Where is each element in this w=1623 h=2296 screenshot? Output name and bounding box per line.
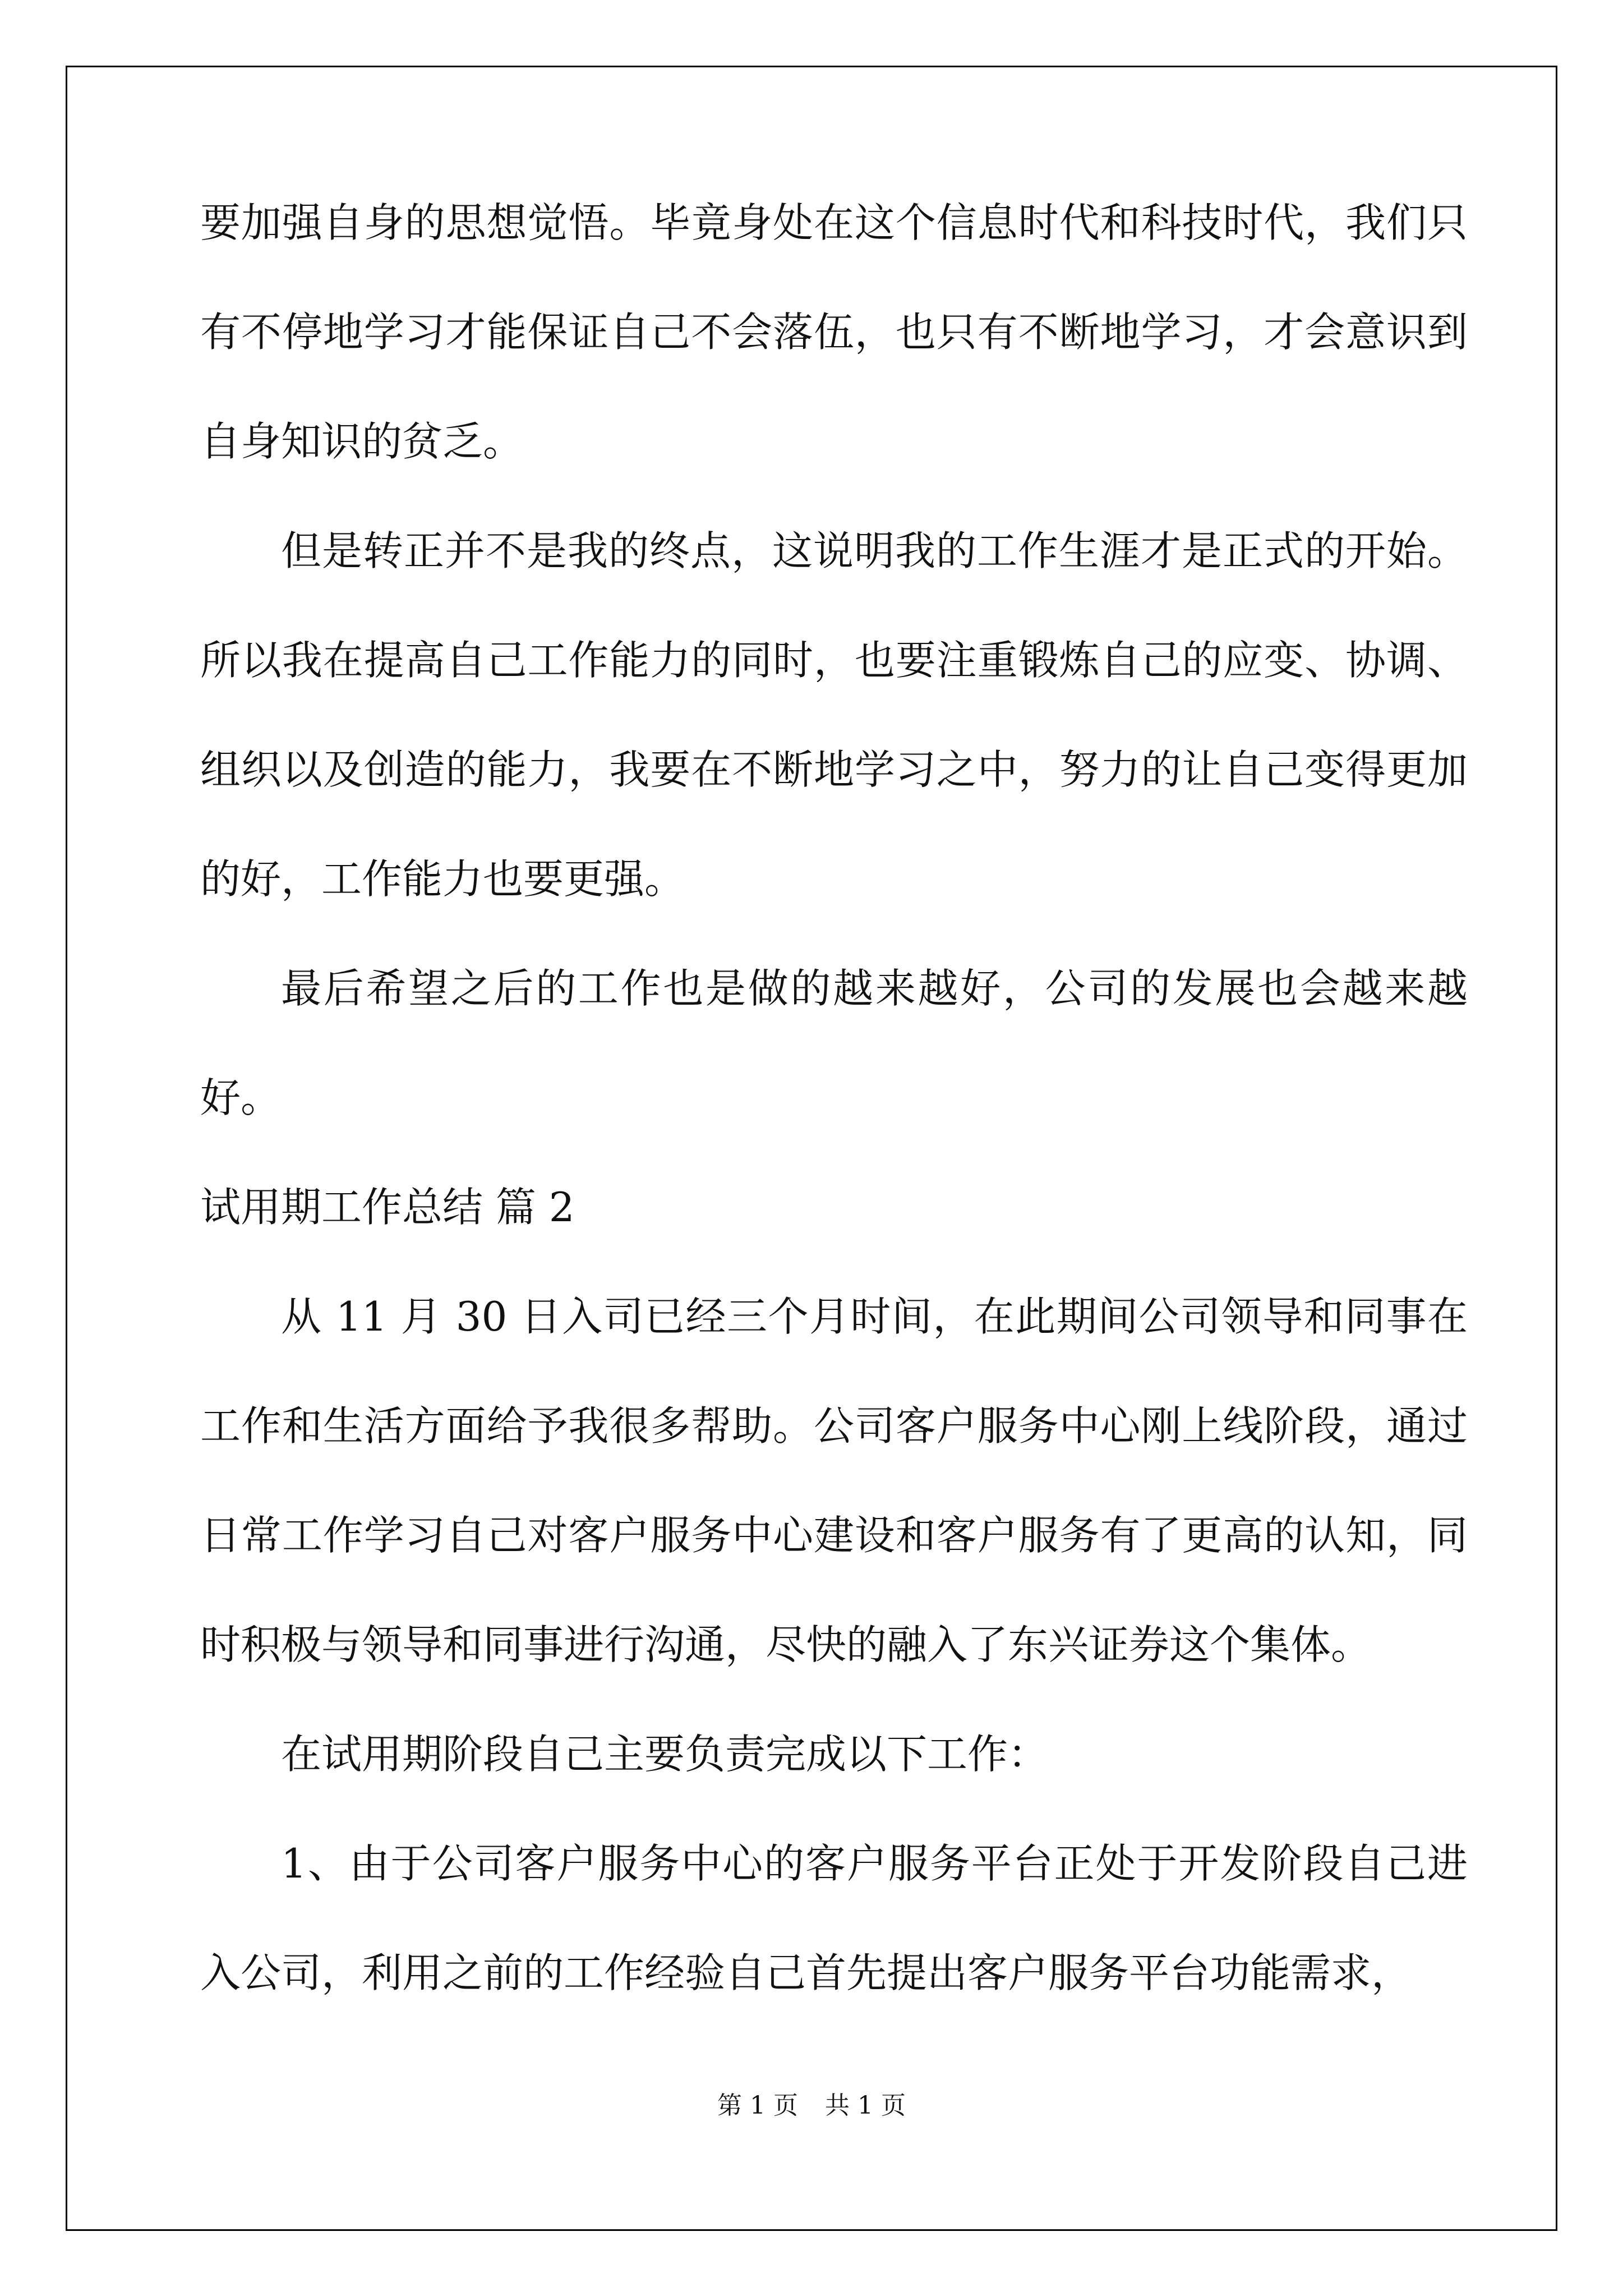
paragraph: 最后希望之后的工作也是做的越来越好，公司的发展也会越来越好。 — [200, 965, 1468, 1121]
paragraph: 在试用期阶段自己主要负责完成以下工作： — [281, 1731, 1049, 1778]
paragraph: 但是转正并不是我的终点，这说明我的工作生涯才是正式的开始。所以我在提高自己工作能力的同时，也要注重锻炼自己的应变、协调、组织以及创造的能力，我要在不断地学习之中，努力的让自己变得更加的好，工作能力也要更强。 — [200, 527, 1468, 903]
page-number: 第 1 页 — [717, 2091, 798, 2120]
paragraph: 从 11 月 30 日入司已经三个月时间，在此期间公司领导和同事在工作和生活方面给予我很多帮助。公司客户服务中心刚上线阶段，通过日常工作学习自己对客户服务中心建设和客户服务有了更高的认知，同时积极与领导和同事进行沟通，尽快的融入了东兴证券这个集体。 — [200, 1293, 1468, 1668]
paragraph: 要加强自身的思想觉悟。毕竟身处在这个信息时代和科技时代，我们只有不停地学习才能保证自己不会落伍，也只有不断地学习，才会意识到自身知识的贫乏。 — [200, 199, 1468, 465]
section-heading: 试用期工作总结 篇 2 — [200, 1184, 575, 1231]
paragraph: 1、由于公司客户服务中心的客户服务平台正处于开发阶段自己进入公司，利用之前的工作经验自己首先提出客户服务平台功能需求， — [200, 1840, 1468, 1996]
document-body — [200, 168, 1468, 2028]
page-footer — [0, 2089, 1623, 2123]
page-total: 共 1 页 — [825, 2091, 906, 2120]
